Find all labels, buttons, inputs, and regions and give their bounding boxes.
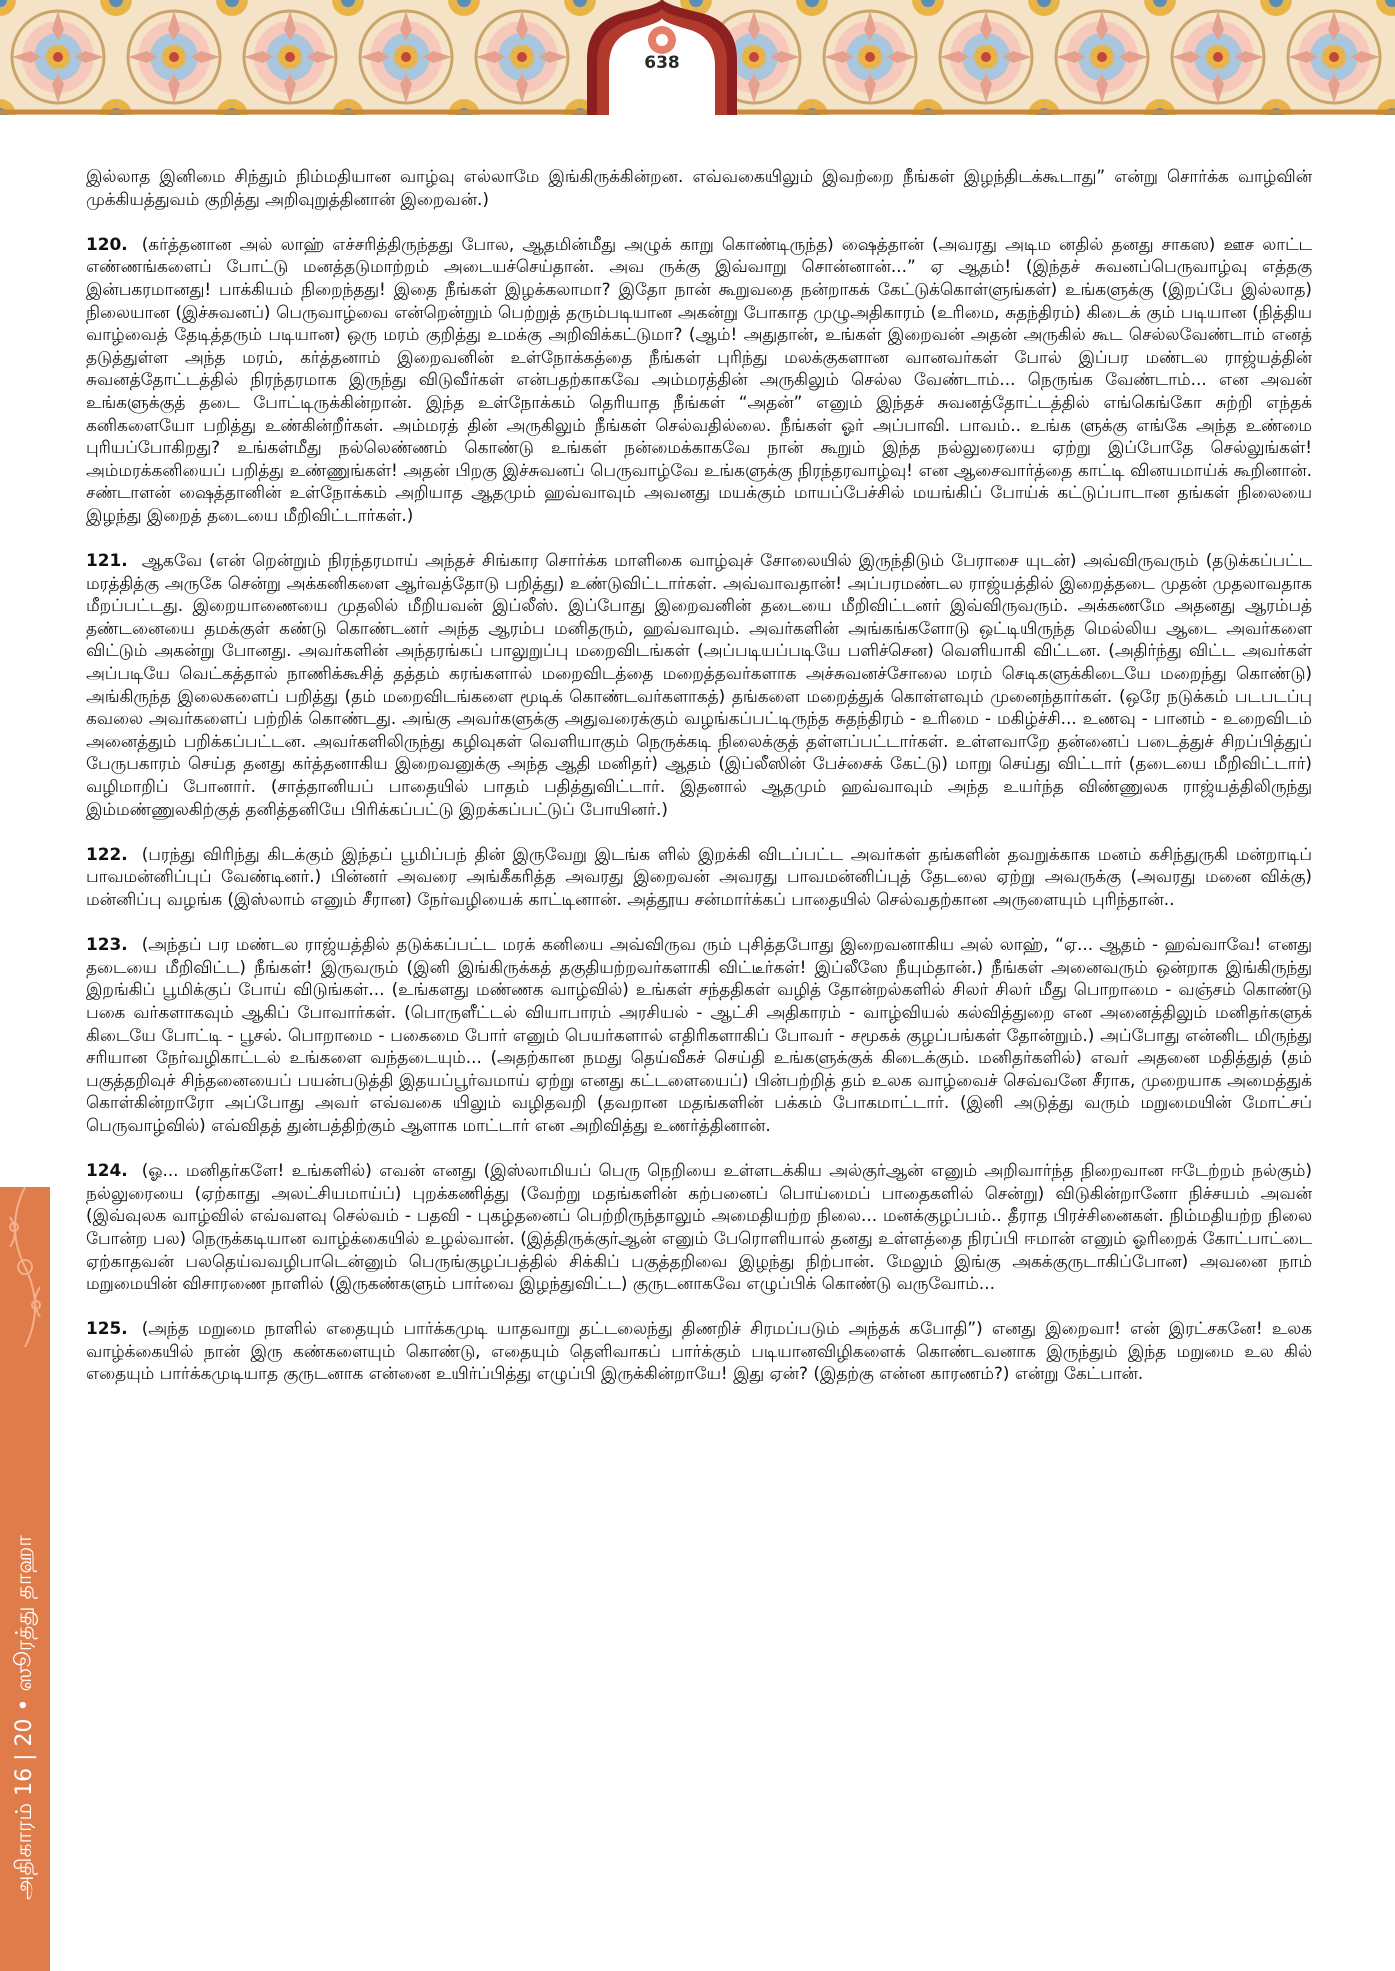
verse-paragraph [86,933,1312,1136]
verse-number: 123. [86,934,128,955]
verse-number: 121. [86,550,128,571]
page-number: 638 [644,53,680,73]
verse-number: 122. [86,843,128,864]
paragraph-text: (அந்தப் பர மண்டல ராஜ்யத்தில் தடுக்கப்பட்ட மரக் கனியை அவ்விருவ ரும் புசித்தபோது இறைவனாகிய அல் லாஹ், “ஏ... ஆதம் - ஹவ்வாவே! எனது தடையை மீறிவிட்ட) நீங்கள்! இருவரும் (இனி இங்கிருக்கத் தகுதியற்றவர்களாகி விட்டீர்கள்! இப்லீஸே நீயும்தான்.) நீங்கள் அனைவரும் ஒன்றாக இங்கிருந்து இறங்கிப் பூமிக்குப் போய் விடுங்கள்... (உங்களது மண்ணக வாழ்வில்) உங்கள் சந்ததிகள் வழித் தோன்றல்களில் சிலர் சிலர் மீது பொறாமை - வஞ்சம் கொண்டு பகை வர்களாகவும் ஆகிப் போவார்கள். (பொருளீட்டல் வியாபாரம் அரசியல் - ஆட்சி அதிகாரம் - வாழ்வியல் கல்வித்துறை என அனைத்திலும் மனிதர்களுக் கிடையே போட்டி - பூசல். பொறாமை - பகைமை போர் எனும் பெயர்களால் எதிரிகளாகிப் போவர் - சமூகக் குழப்பங்கள் தோன்றும்.) அப்போது என்னிட மிருந்து சரியான நேர்வழிகாட்டல் உங்களை வந்தடையும்... (அதற்கான நமது தெய்வீகச் செய்தி உங்களுக்குக் கிடைக்கும். மனிதர்களில்) எவர் அதனை மதித்துத் (தம் பகுத்தறிவுச் சிந்தனையைப் பயன்படுத்தி இதயப்பூர்வமாய் ஏற்று எனது கட்டளையைப்) பின்பற்றித் தம் உலக வாழ்வைச் செவ்வனே சீராக, முறையாக அமைத்துக் கொள்கின்றாரோ அப்போது அவர் எவ்வகை யிலும் வழிதவறி (தவறான மதங்களின் பக்கம் போகமாட்டார். (இனி அடுத்து வரும் மறுமையின் மோட்சப் பெருவாழ்வில்) எவ்விதத் துன்பத்திற்கும் ஆளாக மாட்டார் என அறிவித்து உணர்த்தினான். [86,934,1312,1135]
paragraph-text: (கர்த்தனான அல் லாஹ் எச்சரித்திருந்தது போல, ஆதமின்மீது அழுக் காறு கொண்டிருந்த) ஷைத்தான் (அவரது அடிம னதில் தனது சாகஸ) ஊச லாட்ட எண்ணங்களைப் போட்டு மனத்தடுமாற்றம் அடையச்செய்தான். அவ ருக்கு இவ்வாறு சொன்னான்...” ஏ ஆதம்! (இந்தச் சுவனப்பெருவாழ்வு எத்தகு இன்பகரமானது! பாக்கியம் நிறைந்தது! இதை நீங்கள் இழக்கலாமா? இதோ நான் கூறுவதை நன்றாகக் கேட்டுக்கொள்ளுங்கள்) உங்களுக்கு (இறப்பே இல்லாத) நிலையான (இச்சுவனப்) பெருவாழ்வை என்றென்றும் பெற்றுத் தரும்படியான அகன்று போகாத முழுஅதிகாரம் (உரிமை, சுதந்திரம்) கிடைக் கும் படியான (நித்திய வாழ்வைத் தேடித்தரும் படியான) ஒரு மரம் குறித்து உமக்கு அறிவிக்கட்டுமா? (ஆம்! அதுதான், உங்கள் இறைவன் அதன் அருகில் கூட செல்லவேண்டாம் எனத் தடுத்துள்ள அந்த மரம், கர்த்தனாம் இறைவனின் உள்நோக்கத்தை நீங்கள் புரிந்து மலக்குகளான வானவர்கள் போல் இப்பர மண்டல ராஜ்யத்தின் சுவனத்தோட்டத்தில் நிரந்தரமாக இருந்து விடுவீர்கள் என்பதற்காகவே அம்மரத்தின் அருகிலும் செல்ல வேண்டாம்... நெருங்க வேண்டாம்... என அவன் உங்களுக்குத் தடை போட்டிருக்கின்றான். இந்த உள்நோக்கம் தெரியாத நீங்கள் “அதன்” எனும் இந்தச் சுவனத்தோட்டத்தில் எங்கெங்கோ சுற்றி எந்தக் கனிகளையோ பறித்து உண்கின்றீர்கள். அம்மரத் தின் அருகிலும் நீங்கள் செல்வதில்லை. நீங்கள் ஓர் அப்பாவி. பாவம்.. உங்க ளுக்கு எங்கே அந்த உண்மை புரியப்போகிறது? உங்கள்மீது நல்லெண்ணம் கொண்டு உங்கள் நன்மைக்காகவே நான் கூறும் இந்த நல்லுரையை ஏற்று இப்போதே செல்லுங்கள்! அம்மரக்கனியைப் பறித்து உண்ணுங்கள்! அதன் பிறகு இச்சுவனப் பெருவாழ்வே உங்களுக்கு நிரந்தரவாழ்வு! என ஆசைவார்த்தை காட்டி வினயமாய்க் கூறினான். சண்டாளன் ஷைத்தானின் உள்நோக்கம் அறியாத ஆதமும் ஹவ்வாவும் அவனது மயக்கும் மாயப்பேச்சில் மயங்கிப் போய்க் கட்டுப்பாடான தங்கள் நிலையை இழந்து இறைத் தடையை மீறிவிட்டார்கள்.) [86,233,1312,525]
page-body [86,165,1312,1408]
verse-number: 120. [86,233,128,254]
verse-paragraph [86,233,1312,527]
verse-paragraph [86,1317,1312,1385]
paragraph-text: (ஓ... மனிதர்களே! உங்களில்) எவன் எனது (இஸ்லாமியப் பெரு நெறியை உள்ளடக்கிய அல்குர்ஆன் எனும் அறிவார்ந்த நிறைவான ஈடேற்றம் நல்கும்) நல்லுரையை (ஏற்காது அலட்சியமாய்ப்) புறக்கணித்து (வேற்று மதங்களின் கற்பனைப் பொய்மைப் பாதைகளில் சென்று) விடுகின்றானோ நிச்சயம் அவன் (இவ்வுலக வாழ்வில் எவ்வளவு செல்வம் - பதவி - புகழ்தனைப் பெற்றிருந்தாலும் அமைதியற்ற நிலை... மனக்குழப்பம்.. தீராத பிரச்சினைகள். நிம்மதியற்ற நிலை போன்ற பல) நெருக்கடியான வாழ்க்கையில் உழல்வான். (இத்திருக்குர்ஆன் எனும் பேரொளியால் தனது உள்ளத்தை நிரப்பி ஈமான் எனும் ஓரிறைக் கோட்பாட்டை ஏற்காதவன் பலதெய்வவழிபாடென்னும் பெருங்குழப்பத்தில் சிக்கிப் பகுத்தறிவை இழந்து நிற்பான். மேலும் இங்கு அகக்குருடாகிப்போன) அவனை நாம் மறுமையின் விசாரணை நாளில் (இருகண்களும் பார்வை இழந்துவிட்ட) குருடனாகவே எழுப்பிக் கொண்டு வருவோம்... [86,1160,1312,1294]
floral-pattern-icon [0,0,1395,115]
paragraph-text: இல்லாத இனிமை சிந்தும் நிம்மதியான வாழ்வு எல்லாமே இங்கிருக்கின்றன. எவ்வகையிலும் இவற்றை நீங்கள் இழந்திடக்கூடாது” என்று சொர்க்க வாழ்வின் முக்கியத்துவம் குறித்து அறிவுறுத்தினான் இறைவன்.) [86,166,1312,209]
verse-paragraph [86,549,1312,820]
paragraph-text: ஆகவே (என் றென்றும் நிரந்தரமாய் அந்தச் சிங்கார சொர்க்க மாளிகை வாழ்வுச் சோலையில் இருந்திடும் பேராசை யுடன்) அவ்விருவரும் (தடுக்கப்பட்ட மரத்தித்கு அருகே சென்று அக்கனிகளை ஆர்வத்தோடு பறித்து) உண்டுவிட்டார்கள். அவ்வாவதான்! அப்பரமண்டல ராஜ்யத்தில் இறைத்தடை முதன் முதலாவதாக மீறப்பட்டது. இறையாணையை முதலில் மீறியவன் இப்லீஸ். இப்போது இறைவனின் தடையை மீறிவிட்டனர் இவ்விருவரும். அக்கணமே அதனது ஆரம்பத் தண்டனையை தமக்குள் கண்டு கொண்டனர் அந்த ஆரம்ப மனிதரும், ஹவ்வாவும். அவர்களின் அங்கங்களோடு ஒட்டியிருந்த மெல்லிய ஆடை அவர்களை விட்டும் அகன்று போனது. அவர்களின் அந்தரங்கப் பாலுறுப்பு மறைவிடங்கள் (அப்படியப்படியே பளிச்சென) வெளியாகி விட்டன. (அதிர்ந்து விட்ட அவர்கள் அப்படியே வெட்கத்தால் நாணிக்கூசித் தத்தம் கரங்களால் மறைவிடத்தை மறைத்தவர்களாக அச்சுவனச்சோலை மரம் செடிகளுக்கிடையே மறைந்து கொண்டு) அங்கிருந்த இலைகளைப் பறித்து (தம் மறைவிடங்களை மூடிக் கொண்டவர்களாகத்) தங்களை மறைத்துக் கொள்ளவும் முனைந்தார்கள். (ஒரே நடுக்கம் படபடப்பு கவலை அவர்களைப் பற்றிக் கொண்டது. அங்கு அவர்களுக்கு அதுவரைக்கும் வழங்கப்பட்டிருந்த சுதந்திரம் - உரிமை - மகிழ்ச்சி... உணவு - பானம் - உறைவிடம் அனைத்தும் பறிக்கப்பட்டன. அவர்களிலிருந்து கழிவுகள் வெளியாகும் நெருக்கடி நிலைக்குத் தள்ளப்பட்டார்கள். உள்ளவாறே தன்னைப் படைத்துச் சிறப்பித்துப் பேருபகாரம் செய்த தனது கர்த்தனாகிய இறைவனுக்கு அந்த ஆதி மனிதர்) ஆதம் (இப்லீஸின் பேச்சைக் கேட்டு) மாறு செய்து விட்டார் (தடையை மீறிவிட்டார்) வழிமாறிப் போனார். (சாத்தானியப் பாதையில் பாதம் பதித்துவிட்டார். இதனால் ஆதமும் ஹவ்வாவும் அந்த உயர்ந்த விண்ணுலக ராஜ்யத்திலிருந்து இம்மண்ணுலகிற்குத் தனித்தனியே பிரிக்கப்பட்டு இறக்கப்பட்டுப் போயினர்.) [86,550,1312,819]
verse-number: 124. [86,1160,128,1181]
paragraph-continuation [86,165,1312,210]
paragraph-text: (அந்த மறுமை நாளில் எதையும் பார்க்கமுடி யாதவாறு தட்டலைந்து திணறிச் சிரமப்படும் அந்தக் கபோதி”) எனது இறைவா! என் இரட்சகனே! உலக வாழ்க்கையில் நான் இரு கண்களையும் கொண்டு, எதையும் தெளிவாகப் பார்க்கும் படியானவிழிகளைக் கொண்டவனாக இருந்தும் இந்த மறுமை உல கில் எதையும் பார்க்கமுடியாத குருடனாக என்னை உயிர்ப்பித்து எழுப்பி இருக்கின்றாயே! இது ஏன்? (இதற்கு என்ன காரணம்?) என்று கேட்பான். [86,1318,1312,1384]
decorative-header-banner [0,0,1395,115]
chapter-side-label: அதிகாரம் 16 | 20 • ஸூரத்து தாஹா [12,1535,37,1900]
verse-paragraph [86,843,1312,911]
paragraph-text: (பரந்து விரிந்து கிடக்கும் இந்தப் பூமிப்பந் தின் இருவேறு இடங்க ளில் இறக்கி விடப்பட்ட அவர்கள் தங்களின் தவறுக்காக மனம் கசிந்துருகி மன்றாடிப் பாவமன்னிப்புப் வேண்டினர்.) பின்னர் அவரை அங்கீகரித்த அவரது இறைவன் அவரது பாவமன்னிப்புத் தேடலை ஏற்று அவருக்கு (அவரது மனை விக்கு) மன்னிப்பு வழங்க (இஸ்லாம் எனும் சீரான) நேர்வழியைக் காட்டினான். அத்தூய சன்மார்க்கப் பாதையில் செல்வதற்கான அருளையும் புரிந்தான்.. [86,843,1312,909]
verse-paragraph [86,1159,1312,1295]
verse-number: 125. [86,1318,128,1339]
